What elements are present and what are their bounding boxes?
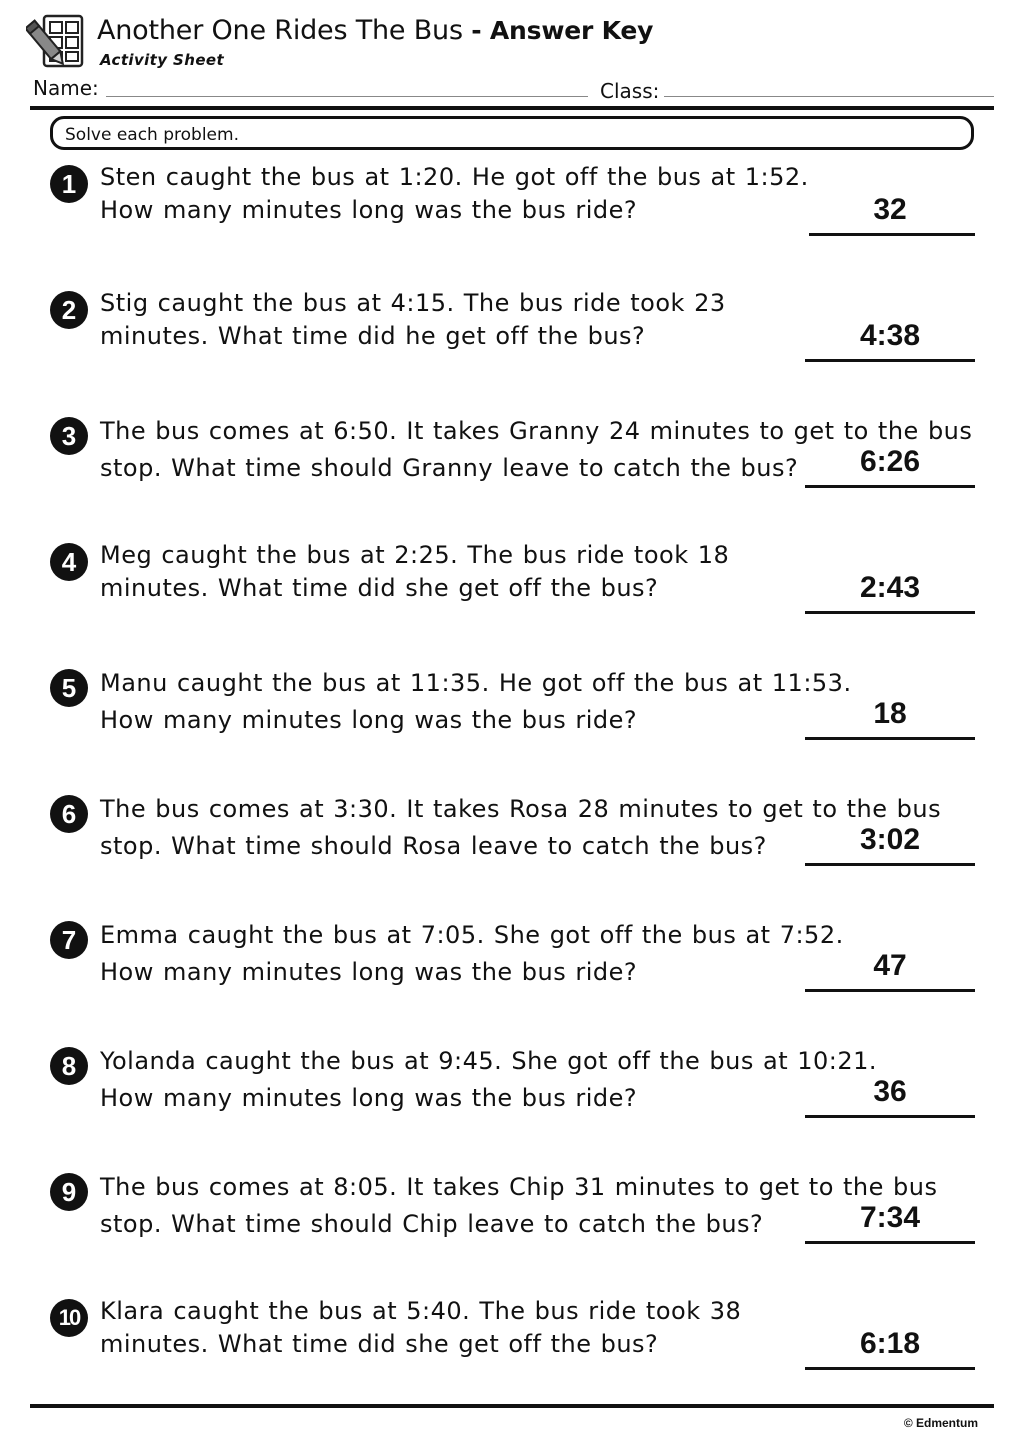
answer-value: 2:43 bbox=[859, 571, 921, 604]
worksheet-logo-icon bbox=[26, 12, 88, 72]
instruction-text: Solve each problem. bbox=[65, 125, 239, 145]
problem-5 bbox=[0, 665, 1024, 785]
problem-8 bbox=[0, 1043, 1024, 1163]
problem-number-badge: 3 bbox=[50, 417, 88, 455]
problem-number-badge: 2 bbox=[50, 291, 88, 329]
problem-number-badge: 7 bbox=[50, 921, 88, 959]
question-line: The bus comes at 6:50. It takes Granny 24 minutes to get to the bus bbox=[100, 417, 973, 445]
problem-10 bbox=[0, 1295, 1024, 1415]
problem-question bbox=[100, 287, 726, 353]
answer-line bbox=[805, 611, 975, 614]
problem-question bbox=[100, 539, 729, 605]
answer-value: 7:34 bbox=[859, 1201, 921, 1234]
question-line: How many minutes long was the bus ride? bbox=[100, 196, 638, 224]
answer-line bbox=[809, 233, 975, 236]
worksheet-subtitle: Activity Sheet bbox=[100, 51, 225, 69]
problem-number-badge: 5 bbox=[50, 669, 88, 707]
question-line: stop. What time should Chip leave to catch the bus? bbox=[100, 1210, 764, 1238]
problem-1 bbox=[0, 161, 1024, 281]
answer-line bbox=[805, 737, 975, 740]
answer-value: 6:26 bbox=[859, 445, 921, 478]
problem-number-badge: 9 bbox=[50, 1173, 88, 1211]
problem-number-badge: 10 bbox=[50, 1299, 88, 1337]
problem-question bbox=[100, 161, 809, 227]
answer-line bbox=[805, 989, 975, 992]
question-line: Klara caught the bus at 5:40. The bus ride took 38 bbox=[100, 1297, 742, 1325]
question-line: How many minutes long was the bus ride? bbox=[100, 706, 638, 734]
question-line: Sten caught the bus at 1:20. He got off the bus at 1:52. bbox=[100, 163, 809, 191]
answer-line bbox=[805, 359, 975, 362]
class-field-line[interactable] bbox=[664, 96, 994, 97]
problem-6 bbox=[0, 791, 1024, 911]
answer-value: 6:18 bbox=[859, 1327, 921, 1360]
problem-4 bbox=[0, 539, 1024, 659]
problem-3 bbox=[0, 413, 1024, 533]
problem-2 bbox=[0, 287, 1024, 407]
problem-question bbox=[100, 917, 844, 991]
question-line: How many minutes long was the bus ride? bbox=[100, 1084, 638, 1112]
title-main: Another One Rides The Bus bbox=[97, 15, 463, 46]
question-line: stop. What time should Rosa leave to catch the bus? bbox=[100, 832, 767, 860]
question-line: How many minutes long was the bus ride? bbox=[100, 958, 638, 986]
question-line: Meg caught the bus at 2:25. The bus ride took 18 bbox=[100, 541, 730, 569]
answer-value: 32 bbox=[873, 193, 907, 226]
answer-line bbox=[805, 485, 975, 488]
problem-number-badge: 8 bbox=[50, 1047, 88, 1085]
question-line: minutes. What time did she get off the bus? bbox=[100, 574, 659, 602]
problem-number-badge: 6 bbox=[50, 795, 88, 833]
question-line: Manu caught the bus at 11:35. He got off the bus at 11:53. bbox=[100, 669, 852, 697]
problem-number-badge: 4 bbox=[50, 543, 88, 581]
question-line: minutes. What time did he get off the bus? bbox=[100, 322, 646, 350]
name-label: Name: bbox=[33, 76, 99, 100]
problem-question bbox=[100, 665, 852, 739]
question-line: Stig caught the bus at 4:15. The bus ride took 23 bbox=[100, 289, 726, 317]
answer-line bbox=[805, 1367, 975, 1370]
answer-line bbox=[805, 1241, 975, 1244]
question-line: The bus comes at 8:05. It takes Chip 31 minutes to get to the bus bbox=[100, 1173, 938, 1201]
title-answer-key: - Answer Key bbox=[471, 16, 654, 45]
question-line: The bus comes at 3:30. It takes Rosa 28 minutes to get to the bus bbox=[100, 795, 942, 823]
header-divider bbox=[30, 106, 994, 110]
problem-9 bbox=[0, 1169, 1024, 1289]
answer-value: 47 bbox=[873, 949, 907, 982]
answer-line bbox=[805, 1115, 975, 1118]
footer-divider bbox=[30, 1404, 994, 1408]
answer-line bbox=[805, 863, 975, 866]
answer-value: 4:38 bbox=[859, 319, 921, 352]
question-line: Yolanda caught the bus at 9:45. She got off the bus at 10:21. bbox=[100, 1047, 878, 1075]
problem-number-badge: 1 bbox=[50, 165, 88, 203]
question-line: stop. What time should Granny leave to catch the bus? bbox=[100, 454, 799, 482]
question-line: Emma caught the bus at 7:05. She got off the bus at 7:52. bbox=[100, 921, 844, 949]
question-line: minutes. What time did she get off the bus? bbox=[100, 1330, 659, 1358]
name-field-line[interactable] bbox=[106, 96, 588, 97]
problem-question bbox=[100, 1295, 741, 1361]
copyright-notice: © Edmentum bbox=[903, 1416, 978, 1430]
class-label: Class: bbox=[600, 79, 660, 103]
answer-value: 18 bbox=[873, 697, 907, 730]
instruction-box bbox=[50, 116, 974, 150]
answer-value: 36 bbox=[873, 1075, 907, 1108]
answer-value: 3:02 bbox=[859, 823, 921, 856]
problem-question bbox=[100, 1043, 877, 1117]
worksheet-title bbox=[97, 12, 653, 50]
problem-7 bbox=[0, 917, 1024, 1037]
